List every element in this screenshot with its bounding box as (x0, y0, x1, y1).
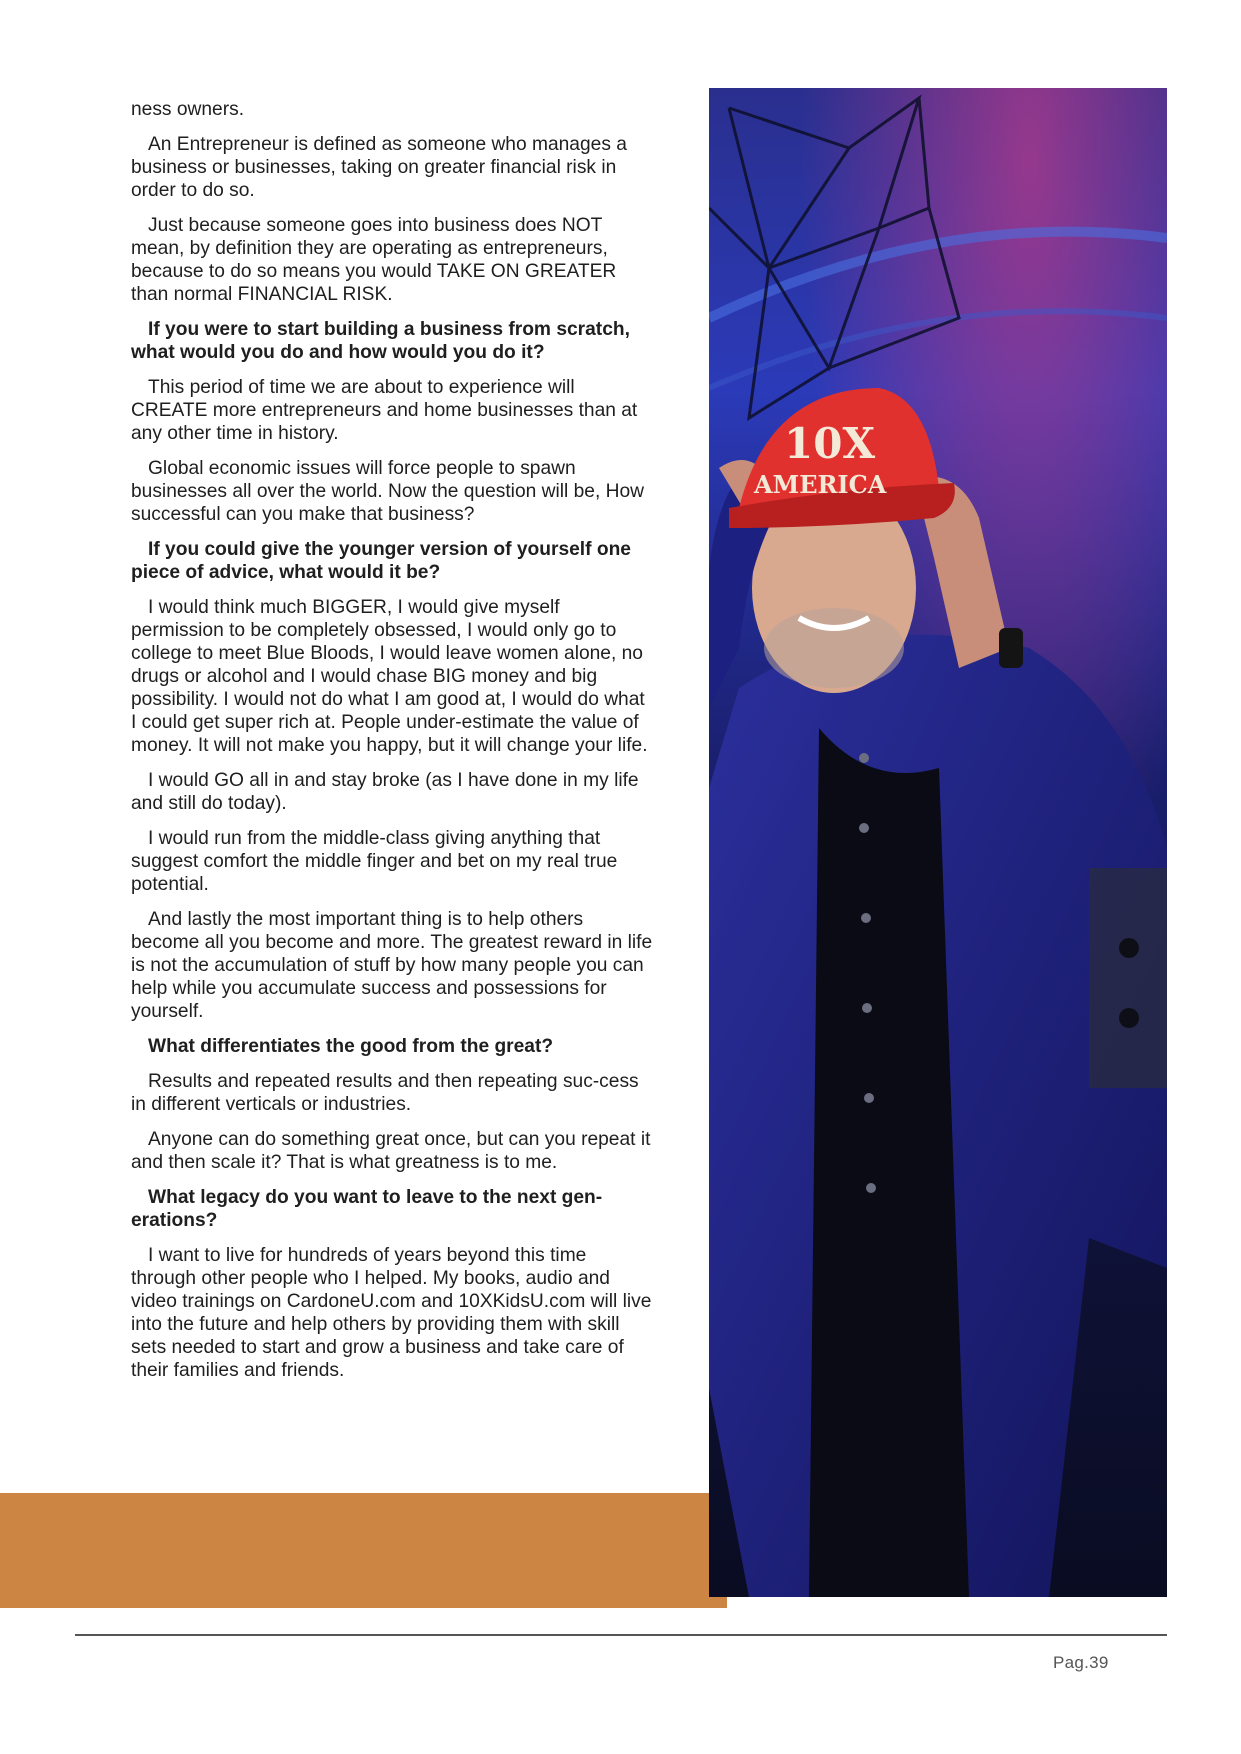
body-paragraph: Just because someone goes into business does NOT mean, by definition they are operating as entrepreneurs, because to do so means you would TAKE ON GREATER than normal FINANCIAL RISK. (131, 215, 617, 305)
hat-text-america: AMERICA (754, 470, 887, 499)
body-paragraph: Global economic issues will force people to spawn businesses all over the world. Now the question will be, How successful can you make that business? (131, 458, 644, 525)
body-paragraph: And lastly the most important thing is to help others become all you become and more. The greatest reward in life is not the accumulation of stuff by how many people you can help while you accumulate success and possessions for yourself. (131, 909, 653, 1022)
body-paragraph: I would think much BIGGER, I would give myself permission to be completely obsessed, I would only go to college to meet Blue Bloods, I would leave women alone, no drugs or alcohol and I would chase BIG money and big possibility. I would not do what I am good at, I would do what I could get super rich at. People under-estimate the value of money. It will not make you happy, but it will change your life. (131, 597, 648, 756)
body-paragraph: I want to live for hundreds of years beyond this time through other people who I helped. My books, audio and video trainings on CardoneU.com and 10XKidsU.com will live into the future and help others by providing them with skill sets needed to start and grow a business and take care of their families and friends. (131, 1245, 652, 1381)
body-paragraph: I would run from the middle-class giving anything that suggest comfort the middle finger and bet on my real true potential. (131, 828, 618, 895)
interview-question: What legacy do you want to leave to the next gen-erations? (131, 1187, 603, 1231)
article-text-column (131, 98, 653, 1394)
footer-divider-line (75, 1634, 1167, 1636)
body-paragraph: An Entrepreneur is defined as someone who manages a business or businesses, taking on greater financial risk in order to do so. (131, 134, 627, 201)
hat-text-10x: 10X (784, 419, 876, 468)
interview-question: What differentiates the good from the great? (148, 1036, 554, 1057)
interview-question: If you could give the younger version of yourself one piece of advice, what would it be? (131, 539, 631, 583)
body-paragraph: Anyone can do something great once, but can you repeat it and then scale it? That is what greatness is to me. (131, 1129, 651, 1173)
body-paragraph: Results and repeated results and then repeating suc-cess in different verticals or industries. (131, 1071, 639, 1115)
paragraph-continuation: ness owners. (131, 99, 245, 120)
interview-question: If you were to start building a business from scratch, what would you do and how would you do it? (131, 319, 630, 363)
body-paragraph: I would GO all in and stay broke (as I have done in my life and still do today). (131, 770, 639, 814)
accent-color-band (0, 1493, 727, 1608)
body-paragraph: This period of time we are about to experience will CREATE more entrepreneurs and home businesses than at any other time in history. (131, 377, 638, 444)
page-number: Pag.39 (1053, 1653, 1109, 1672)
portrait-photo (709, 88, 1167, 1597)
